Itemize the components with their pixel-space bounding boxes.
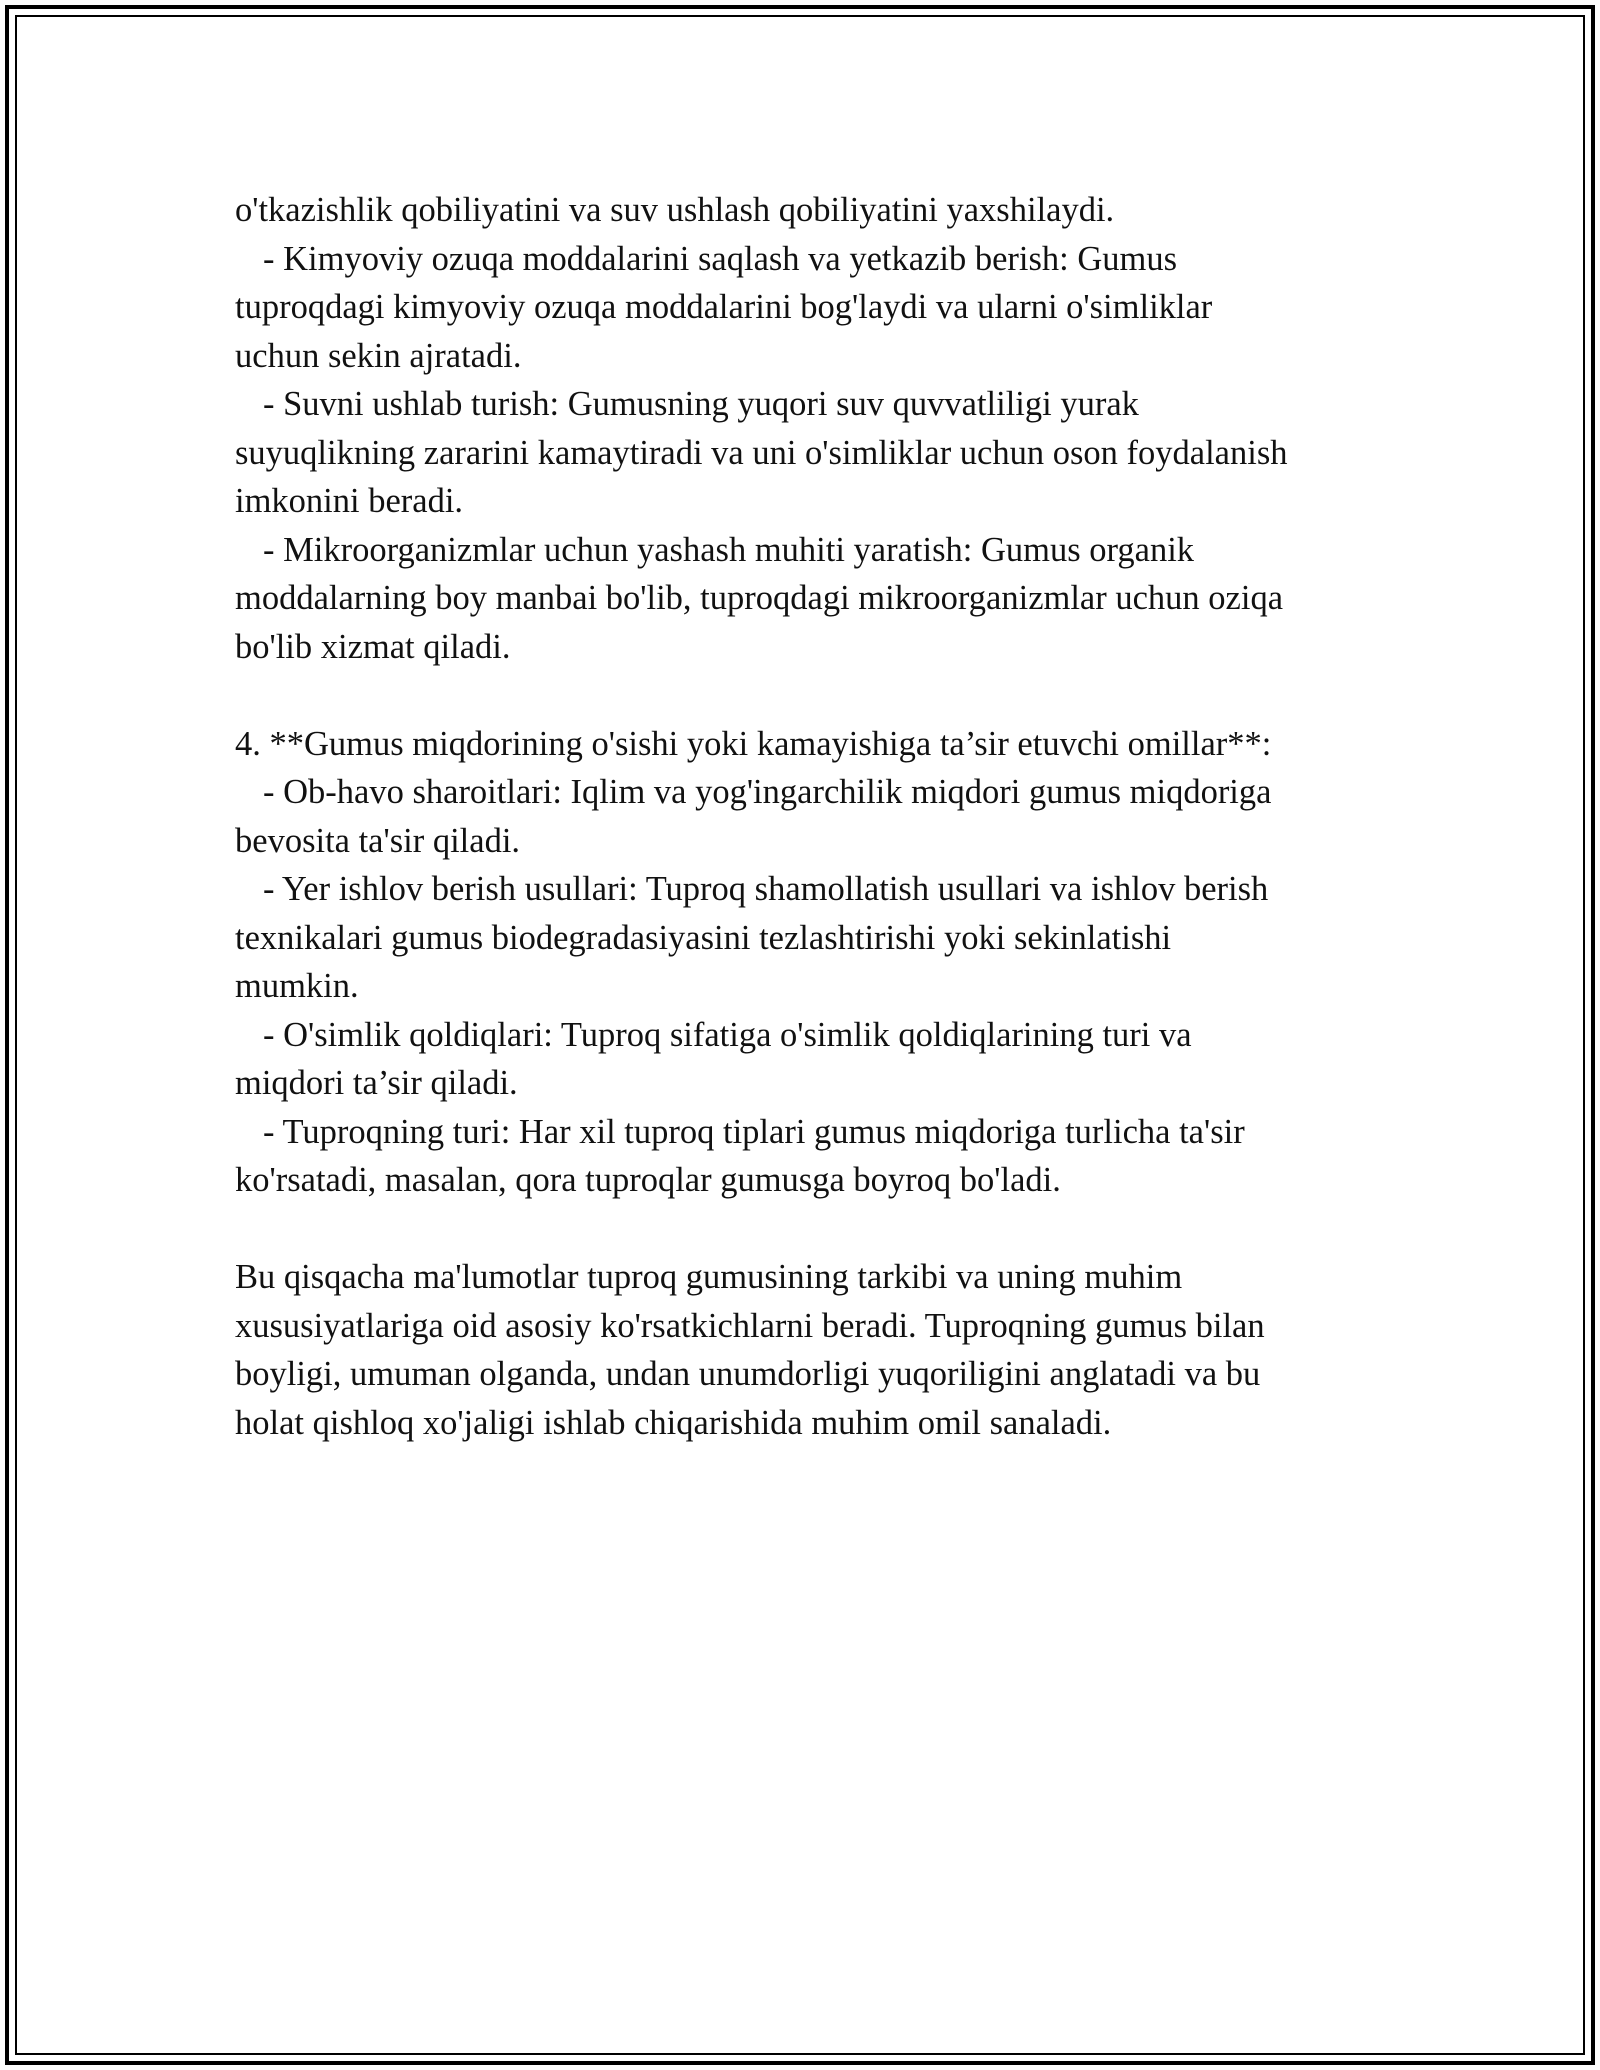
paragraph-gap xyxy=(235,1205,1375,1254)
text-line: o'tkazishlik qobiliyatini va suv ushlash qobiliyatini yaxshilaydi. xyxy=(235,191,1115,229)
text-line: mumkin. xyxy=(235,967,359,1005)
text-line: miqdori ta’sir qiladi. xyxy=(235,1064,518,1102)
text-line: bevosita ta'sir qiladi. xyxy=(235,821,521,860)
bullet-item: - Suvni ushlab turish: Gumusning yuqori suv quvvatliligi yurak xyxy=(263,385,1139,423)
text-line: tuproqdagi kimyoviy ozuqa moddalarini bog'laydi va ularni o'simliklar xyxy=(235,288,1213,326)
text-line: texnikalari gumus biodegradasiyasini tezlashtirishi yoki sekinlatishi xyxy=(235,918,1172,957)
summary-line: holat qishloq xo'jaligi ishlab chiqarishida muhim omil sanaladi. xyxy=(235,1403,1112,1442)
bullet-item: - Mikroorganizmlar uchun yashash muhiti yaratish: Gumus organik xyxy=(263,530,1195,569)
document-body xyxy=(235,186,1375,1447)
text-line: suyuqlikning zararini kamaytiradi va uni o'simliklar uchun oson foydalanish xyxy=(235,433,1288,472)
bullet-item: - Kimyoviy ozuqa moddalarini saqlash va yetkazib berish: Gumus xyxy=(263,239,1178,278)
summary-line: xususiyatlariga oid asosiy ko'rsatkichlarni beradi. Tuproqning gumus bilan xyxy=(235,1306,1265,1345)
summary-line: boyligi, umuman olganda, undan unumdorligi yuqoriligini anglatadi va bu xyxy=(235,1355,1261,1393)
text-line: moddalarning boy manbai bo'lib, tuproqdagi mikroorganizmlar uchun oziqa xyxy=(235,579,1284,617)
bullet-item: - Tuproqning turi: Har xil tuproq tiplari gumus miqdoriga turlicha ta'sir xyxy=(263,1112,1245,1151)
bullet-item: - Ob-havo sharoitlari: Iqlim va yog'ingarchilik miqdori gumus miqdoriga xyxy=(263,773,1272,811)
text-line: uchun sekin ajratadi. xyxy=(235,336,522,375)
summary-line: Bu qisqacha ma'lumotlar tuproq gumusining tarkibi va uning muhim xyxy=(235,1258,1183,1296)
bullet-item: - O'simlik qoldiqlari: Tuproq sifatiga o'simlik qoldiqlarining turi va xyxy=(263,1015,1192,1054)
bullet-item: - Yer ishlov berish usullari: Tuproq shamollatish usullari va ishlov berish xyxy=(263,870,1269,908)
text-line: imkonini beradi. xyxy=(235,482,464,520)
paragraph-gap xyxy=(235,671,1375,720)
text-line: ko'rsatadi, masalan, qora tuproqlar gumusga boyroq bo'ladi. xyxy=(235,1161,1061,1199)
section-heading: 4. **Gumus miqdorining o'sishi yoki kamayishiga ta’sir etuvchi omillar**: xyxy=(235,724,1272,763)
text-line: bo'lib xizmat qiladi. xyxy=(235,627,511,666)
